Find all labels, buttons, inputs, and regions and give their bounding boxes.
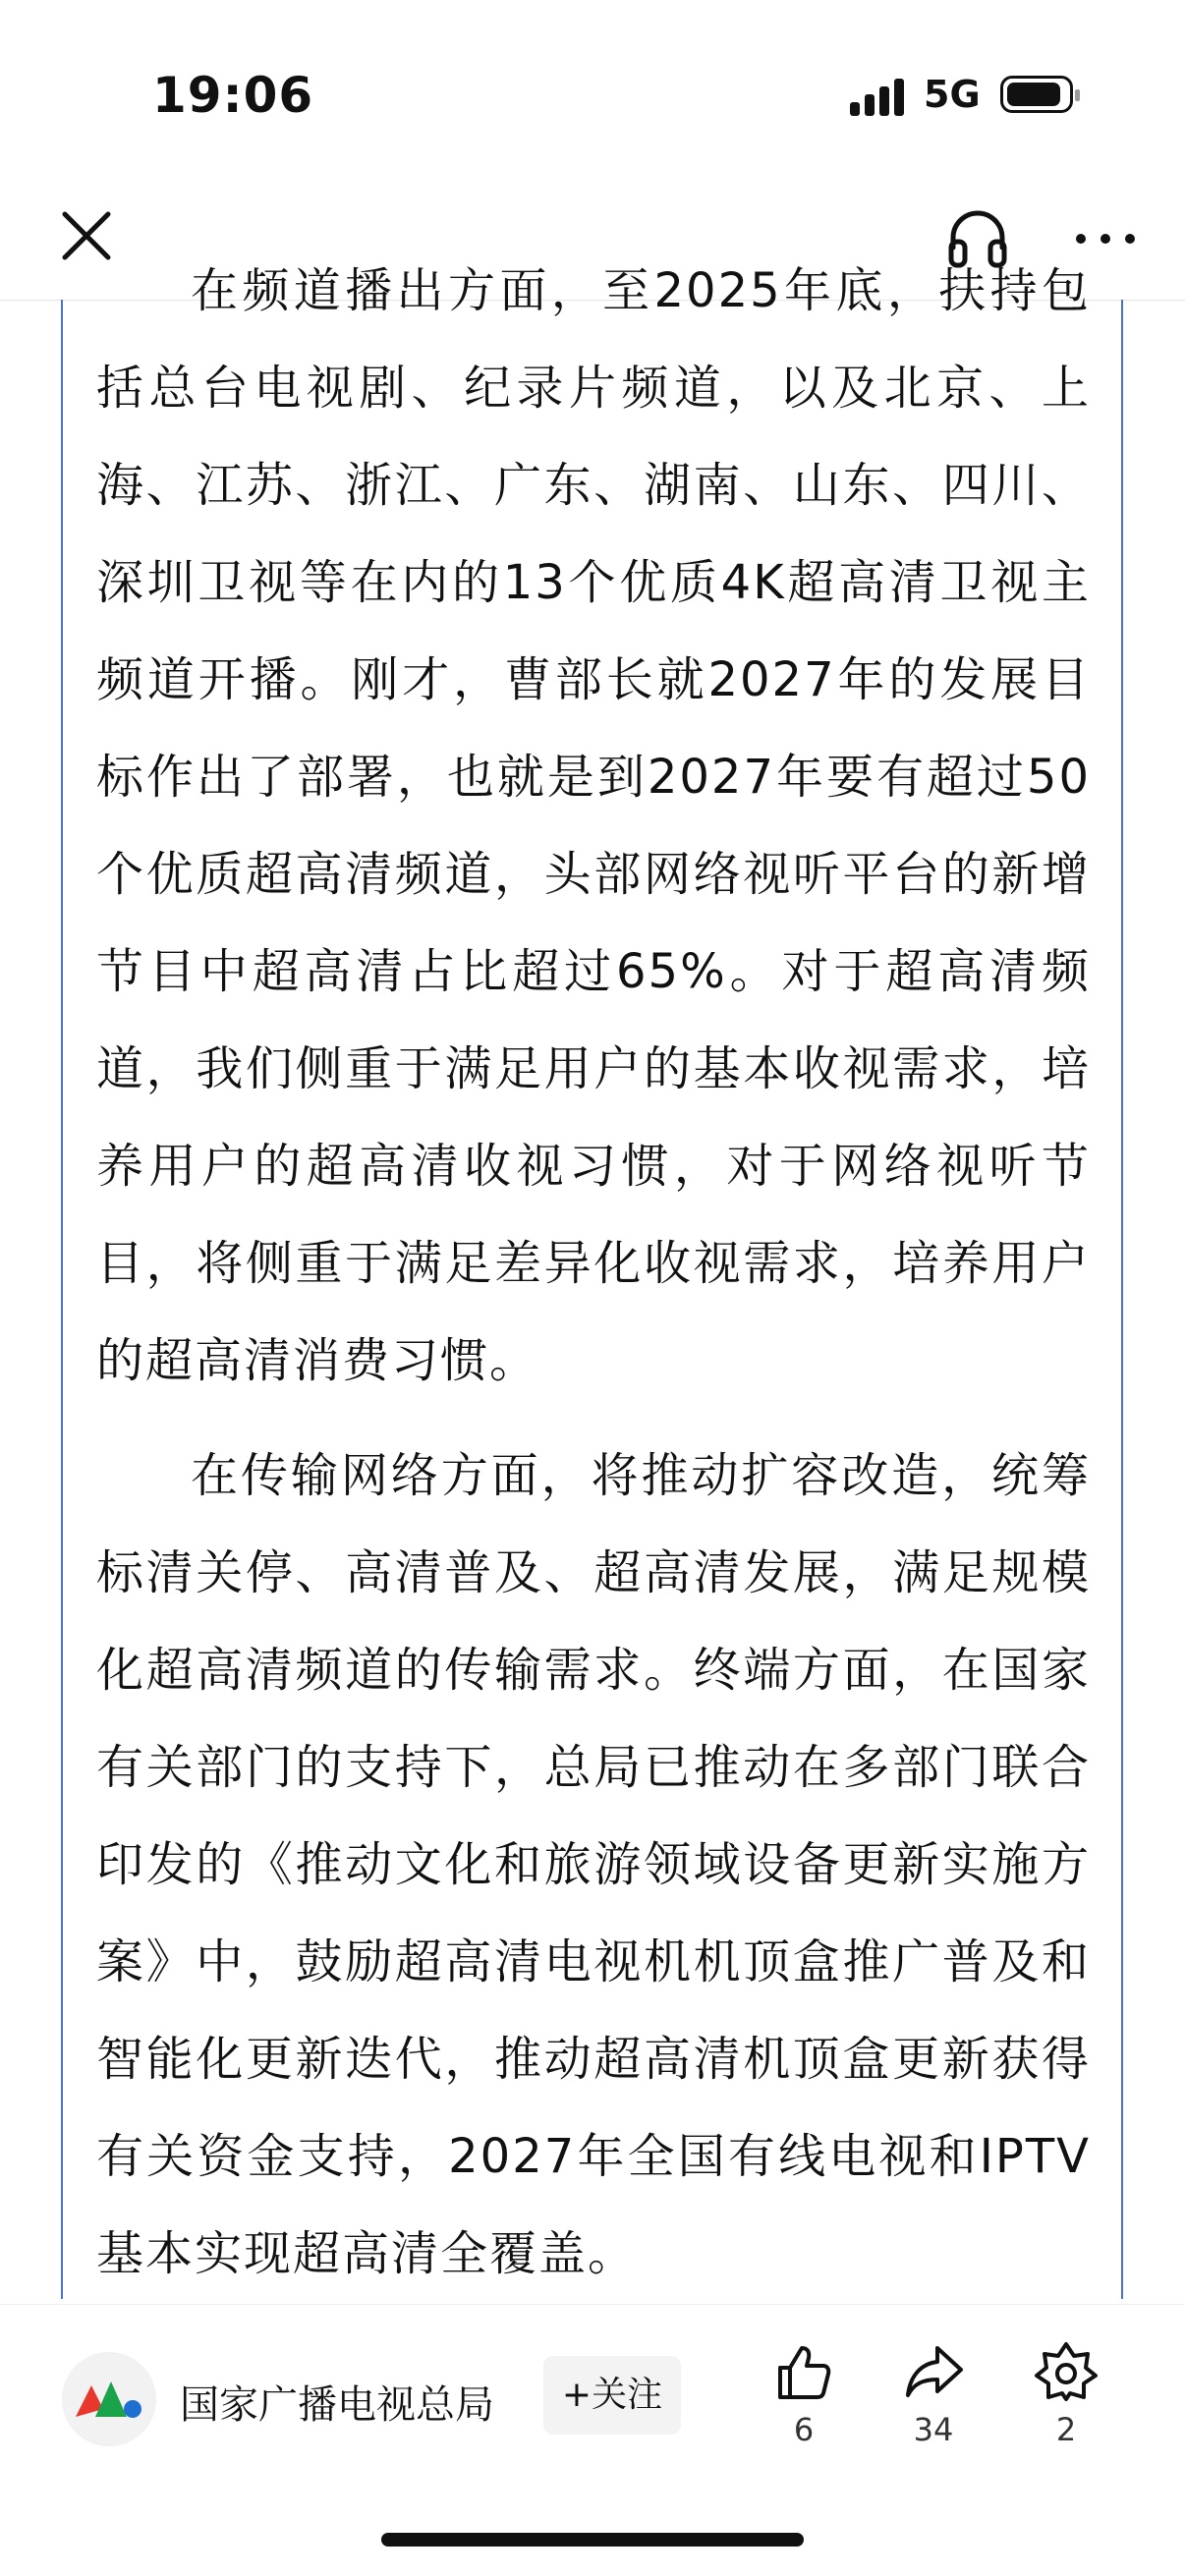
article-paragraph-transmission: 在传输网络方面，将推动扩容改造，统筹标清关停、高清普及、超高清发展，满足规模化超高清频道的传输需求。终端方面，在国家有关部门的支持下，总局已推动在多部门联合印发的《推动文化和旅游领域设备更新实施方案》中，鼓励超高清电视机机顶盒推广普及和智能化更新迭代，推动超高清机顶盒更新获得有关资金支持，2027年全国有线电视和IPTV基本实现超高清全覆盖。 [96, 1448, 1091, 2281]
bottom-action-bar [0, 2304, 1185, 2472]
share-button[interactable] [884, 2340, 983, 2448]
battery-icon [1000, 76, 1073, 113]
signal-icon [850, 77, 909, 116]
share-count: 34 [913, 2411, 954, 2448]
like-button[interactable] [755, 2340, 853, 2448]
nrta-logo-icon [62, 2352, 156, 2446]
status-time: 19:06 [152, 67, 314, 124]
status-bar [0, 0, 1185, 187]
network-type: 5G [924, 73, 981, 116]
follow-button[interactable]: +关注 [543, 2356, 681, 2435]
share-icon [902, 2340, 965, 2403]
article-paragraph-broadcast: 在频道播出方面，至2025年底，扶持包括总台电视剧、纪录片频道，以及北京、上海、江苏、浙江、广东、湖南、山东、四川、深圳卫视等在内的13个优质4K超高清卫视主频道开播。刚才，曹部长就2027年的发展目标作出了部署，也就是到2027年要有超过50个优质超高清频道，头部网络视听平台的新增节目中超高清占比超过65%。对于超高清频道，我们侧重于满足用户的基本收视需求，培养用户的超高清收视习惯，对于网络视听节目，将侧重于满足差异化收视需求，培养用户的超高清消费习惯。 [96, 263, 1091, 1388]
reward-count: 2 [1055, 2411, 1077, 2448]
article-body [96, 243, 1091, 2303]
reward-button[interactable] [1017, 2340, 1115, 2448]
reward-icon [1035, 2340, 1098, 2403]
account-name[interactable]: 国家广播电视总局 [180, 2382, 494, 2428]
thumbs-up-icon [772, 2340, 835, 2403]
like-count: 6 [793, 2411, 815, 2448]
home-indicator[interactable] [381, 2533, 804, 2547]
article-image-frame [61, 263, 1123, 2299]
avatar[interactable] [62, 2352, 156, 2446]
